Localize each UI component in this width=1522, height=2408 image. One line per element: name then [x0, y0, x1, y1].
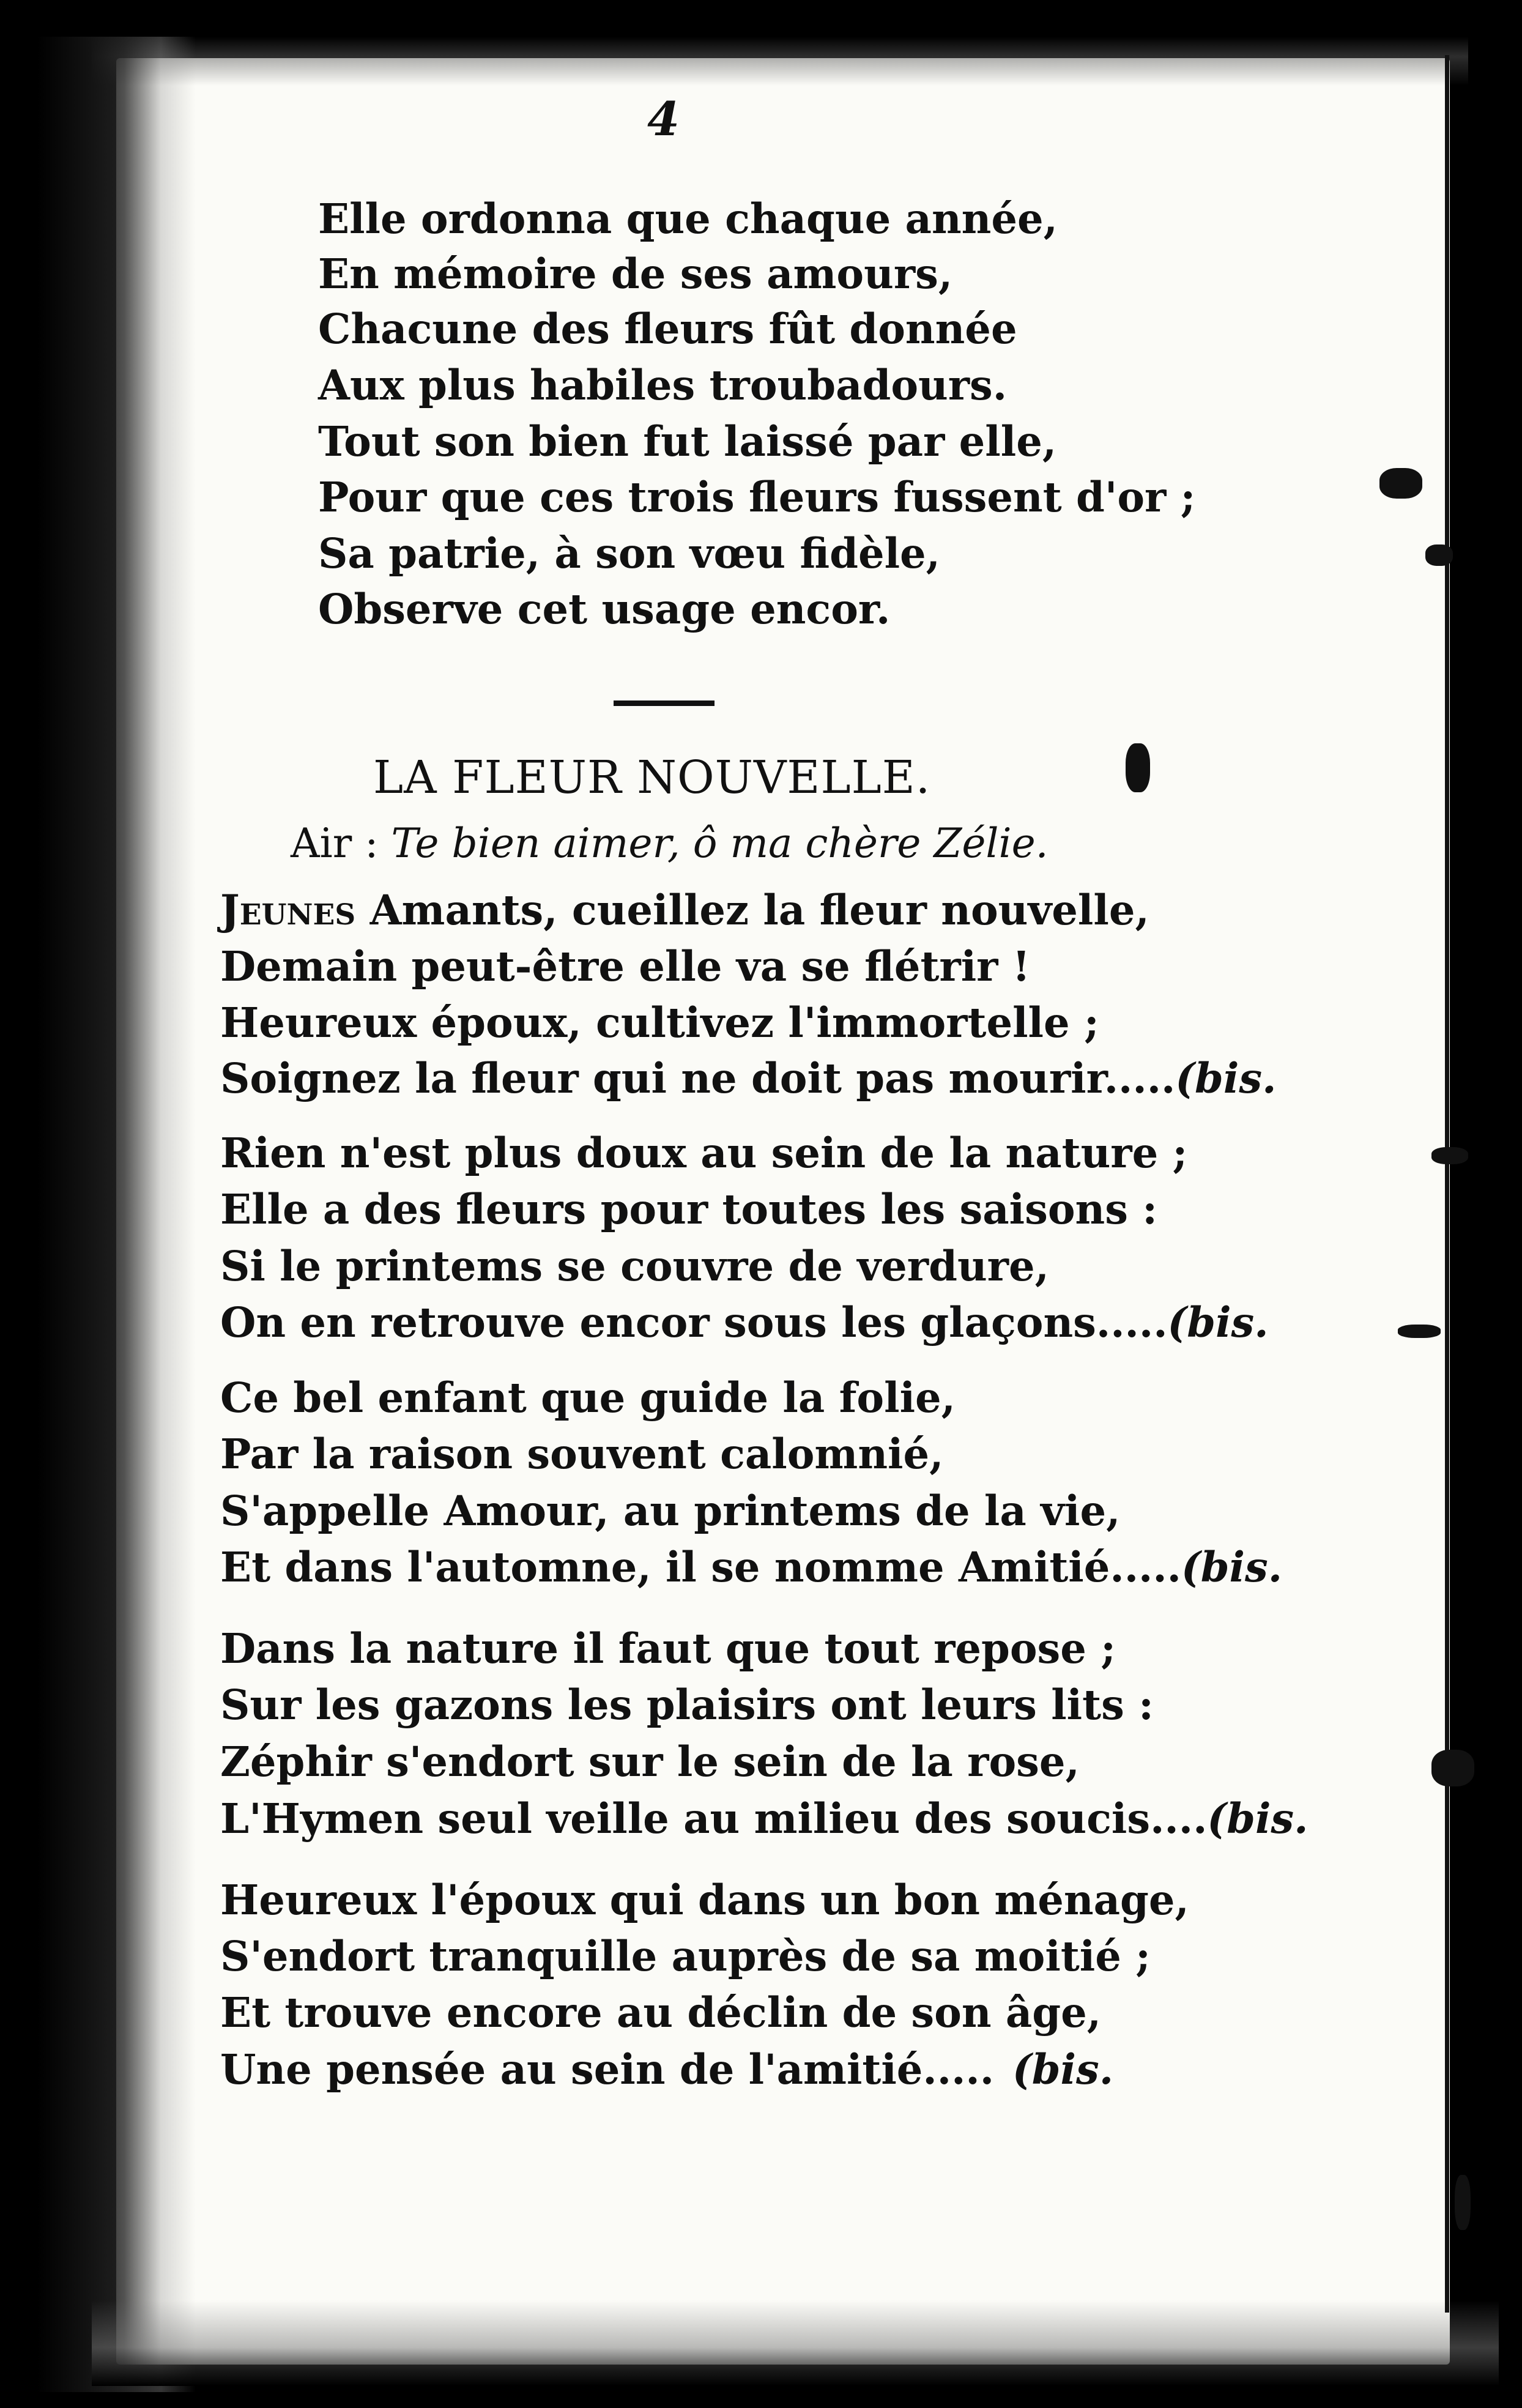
verse-line-text: Et dans l'automne, il se nomme Amitié.....	[220, 1543, 1181, 1591]
verse-line	[220, 1543, 1282, 1591]
verse-line	[220, 886, 1149, 934]
ink-blot	[1425, 544, 1453, 566]
verse-line: Une pensée au sein de l'amitié.....	[220, 2045, 995, 2094]
verse-line: Si le printems se couvre de verdure,	[220, 1242, 1049, 1290]
verse-line-text: On en retrouve encor sous les glaçons.....	[220, 1298, 1168, 1347]
verse-line: Dans la nature il faut que tout repose ;	[220, 1624, 1116, 1673]
verse-line-text: L'Hymen seul veille au milieu des soucis....	[220, 1794, 1208, 1843]
intro-line: Sa patrie, à son vœu fidèle,	[318, 529, 940, 578]
verse-line: Zéphir s'endort sur le sein de la rose,	[220, 1737, 1080, 1786]
scan-edge-top	[92, 37, 1468, 86]
refrain-marker: (bis.	[1012, 2045, 1114, 2094]
refrain-marker: (bis.	[1175, 1054, 1277, 1102]
verse-line: Rien n'est plus doux au sein de la nature ;	[220, 1129, 1188, 1177]
intro-line: Pour que ces trois fleurs fussent d'or ;	[318, 473, 1196, 521]
page-number: 4	[647, 92, 680, 146]
verse-line: Ce bel enfant que guide la folie,	[220, 1373, 956, 1422]
intro-line: Tout son bien fut laissé par elle,	[318, 417, 1057, 466]
intro-line: En mémoire de ses amours,	[318, 250, 953, 298]
verse-line-text: Soignez la fleur qui ne doit pas mourir.....	[220, 1054, 1176, 1102]
scan-edge-bottom	[92, 2300, 1499, 2386]
song-title: LA FLEUR NOUVELLE.	[373, 751, 931, 804]
verse-first-word: Jeunes	[220, 886, 356, 934]
verse-line: Heureux époux, cultivez l'immortelle ;	[220, 998, 1099, 1047]
ink-blot	[1431, 1147, 1468, 1164]
refrain-marker: (bis.	[1181, 1543, 1283, 1591]
refrain-marker: (bis.	[1207, 1794, 1309, 1843]
ink-blot	[1126, 743, 1150, 792]
verse-line-rest: Amants, cueillez la fleur nouvelle,	[355, 886, 1149, 934]
verse-line	[220, 1298, 1269, 1347]
ink-blot	[1431, 1750, 1474, 1786]
right-margin-rule	[1445, 55, 1449, 2313]
verse-line: Elle a des fleurs pour toutes les saisons :	[220, 1185, 1158, 1233]
intro-line: Chacune des fleurs fût donnée	[318, 305, 1017, 353]
air-label: Air :	[291, 820, 379, 867]
ink-blot	[1455, 2175, 1471, 2230]
air-line	[291, 820, 1049, 867]
verse-line	[220, 1794, 1308, 1843]
verse-line: Heureux l'époux qui dans un bon ménage,	[220, 1876, 1189, 1924]
intro-line: Aux plus habiles troubadours.	[318, 361, 1008, 409]
refrain-marker: (bis.	[1167, 1298, 1269, 1347]
scan-edge-left	[37, 37, 196, 2392]
section-divider	[614, 700, 715, 706]
verse-line: Sur les gazons les plaisirs ont leurs lits :	[220, 1681, 1154, 1729]
verse-line: S'endort tranquille auprès de sa moitié ;	[220, 1932, 1151, 1980]
verse-line: Et trouve encore au déclin de son âge,	[220, 1988, 1102, 2037]
verse-line: Par la raison souvent calomnié,	[220, 1430, 944, 1478]
ink-blot	[1398, 1325, 1441, 1338]
verse-line	[220, 1054, 1276, 1102]
verse-line: S'appelle Amour, au printems de la vie,	[220, 1487, 1121, 1535]
verse-line: Demain peut-être elle va se flétrir !	[220, 942, 1031, 990]
intro-line: Observe cet usage encor.	[318, 585, 891, 633]
intro-line: Elle ordonna que chaque année,	[318, 195, 1058, 243]
ink-blot	[1379, 468, 1422, 499]
air-tune: Te bien aimer, ô ma chère Zélie.	[391, 820, 1049, 867]
